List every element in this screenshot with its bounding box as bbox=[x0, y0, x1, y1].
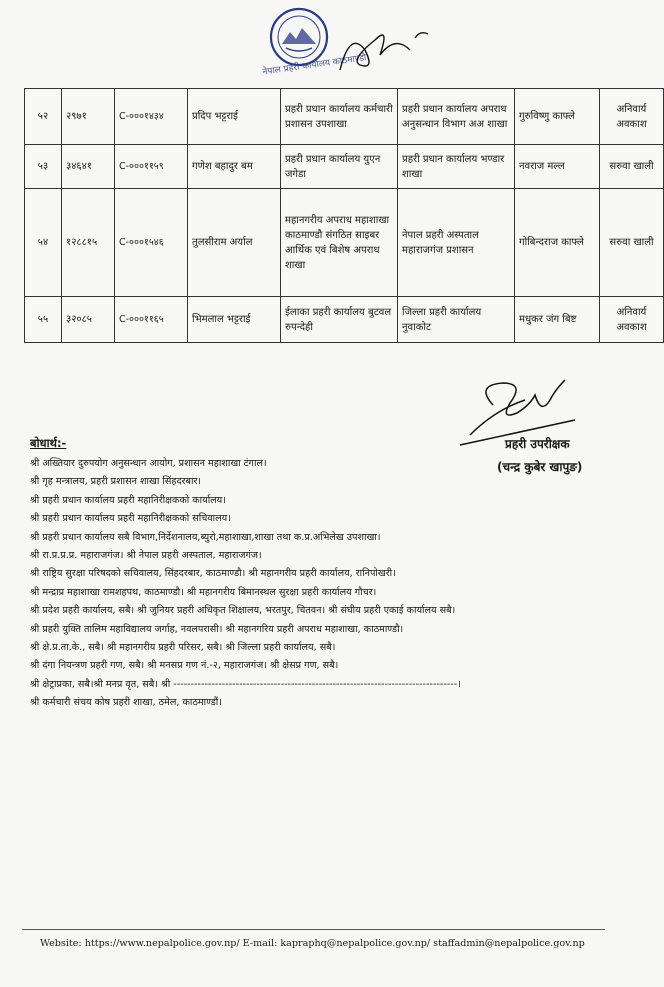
signer-title: प्रहरी उपरीक्षक bbox=[505, 437, 570, 451]
signer-name: (चन्द्र कुबेर खापुङ) bbox=[497, 460, 583, 474]
distribution-item: श्री प्रहरी युक्ति तालिम महाविद्यालय जर्गाह, नवलपरासी। श्री महानगरिय प्रहरी अपराध महाशाखा, काठमाण्डौ। bbox=[30, 623, 404, 635]
new-office-cell: नेपाल प्रहरी अस्पताल महाराजगंज प्रशासन bbox=[398, 189, 515, 297]
distribution-item: श्री प्रहरी प्रधान कार्यालय सबै विभाग,निर्देशनालय,ब्युरो,महाशाखा,शाखा तथा क.प्र.अभिलेख उपशाखा। bbox=[30, 531, 381, 543]
serial-number-cell: ५२ bbox=[25, 89, 62, 145]
employee-name-cell: प्रदिप भट्टराई bbox=[188, 89, 281, 145]
transfer-table bbox=[24, 88, 664, 343]
distribution-item: श्री प्रदेश प्रहरी कार्यालय, सबै। श्री जुनियर प्रहरी अधिकृत शिक्षालय, भरतपुर, चितवन। श्री संघीय प्रहरी एकाई कार्यालय सबै। bbox=[30, 605, 456, 617]
code-number-cell: C-०००११५९ bbox=[115, 145, 188, 189]
current-office-cell: महानगरीय अपराध महाशाखा काठमाण्डौ संगठित साइबर आर्थिक एवं बिशेष अपराध शाखा bbox=[281, 189, 398, 297]
replacement-name-cell: मधुकर जंग बिष्ट bbox=[515, 297, 600, 343]
new-office-cell: जिल्ला प्रहरी कार्यालय नुवाकोट bbox=[398, 297, 515, 343]
serial-number-cell: ५३ bbox=[25, 145, 62, 189]
employee-id-cell: ३२०८५ bbox=[62, 297, 115, 343]
table-row bbox=[25, 145, 664, 189]
serial-number-cell: ५५ bbox=[25, 297, 62, 343]
remark-cell: सरुवा खाली bbox=[600, 145, 664, 189]
distribution-item: श्री प्रहरी प्रधान कार्यालय प्रहरी महानिरीक्षकको कार्यालय। bbox=[30, 494, 226, 506]
serial-number-cell: ५४ bbox=[25, 189, 62, 297]
distribution-list bbox=[30, 455, 630, 713]
table-row bbox=[25, 297, 664, 343]
employee-id-cell: ३४६४१ bbox=[62, 145, 115, 189]
distribution-item: श्री दंगा नियन्त्रण प्रहरी गण, सबै। श्री मनसप्र गण नं.-२, महाराजगंज। श्री क्षेसप्र गण, सबै। bbox=[30, 660, 339, 672]
code-number-cell: C-०००११६५ bbox=[115, 297, 188, 343]
current-office-cell: प्रहरी प्रधान कार्यालय कर्मचारी प्रशासन उपशाखा bbox=[281, 89, 398, 145]
new-office-cell: प्रहरी प्रधान कार्यालय भण्डार शाखा bbox=[398, 145, 515, 189]
initial-signature bbox=[320, 20, 450, 80]
table-row bbox=[25, 189, 664, 297]
distribution-item: श्री क्षे.प्र.ता.के., सबै। श्री महानगरीय प्रहरी परिसर, सबै। श्री जिल्ला प्रहरी कार्यालय, सबै। bbox=[30, 642, 336, 654]
replacement-name-cell: गोबिन्दराज काफ्ले bbox=[515, 189, 600, 297]
code-number-cell: C-०००१५४६ bbox=[115, 189, 188, 297]
distribution-item: श्री रा.प्र.प्र.प्र. महाराजगंज। श्री नेपाल प्रहरी अस्पताल, महाराजगंज। bbox=[30, 550, 262, 562]
remark-cell: अनिवार्य अवकाश bbox=[600, 297, 664, 343]
footer-contact: Website: https://www.nepalpolice.gov.np/ E-mail: kapraphq@nepalpolice.gov.np/ staffadmin@nepalpolice.gov.np bbox=[40, 938, 585, 949]
distribution-item: श्री कर्मचारी संचय कोष प्रहरी शाखा, ठमेल, काठमाण्डौं। bbox=[30, 697, 222, 709]
employee-name-cell: भिमलाल भट्टराई bbox=[188, 297, 281, 343]
distribution-item: श्री गृह मन्त्रालय, प्रहरी प्रशासन शाखा सिंहदरबार। bbox=[30, 476, 202, 488]
current-office-cell: ईलाका प्रहरी कार्यालय बुटवल रुपन्देही bbox=[281, 297, 398, 343]
distribution-item: श्री मन्द्राप्र महाशाखा रामशहपथ, काठमाण्डौ। श्री महानगरीय बिमानस्थल सुरक्षा प्रहरी कार्यालय गौचर। bbox=[30, 586, 377, 598]
table-row bbox=[25, 89, 664, 145]
seal-caption: नेपाल प्रहरी कार्यालय काठमाण्डौ bbox=[261, 53, 367, 78]
current-office-cell: प्रहरी प्रधान कार्यालय युएन जगेडा bbox=[281, 145, 398, 189]
employee-name-cell: तुलसीराम अर्याल bbox=[188, 189, 281, 297]
distribution-heading: बोधार्थ:- bbox=[30, 436, 67, 450]
employee-id-cell: २९७१ bbox=[62, 89, 115, 145]
distribution-item: श्री क्षेट्राप्रका, सबै।श्री मनप्र वृत, सबै। श्री ----------------------------------------------------------------------------------। bbox=[30, 678, 461, 690]
distribution-item: श्री अख्तियार दुरुपयोग अनुसन्धान आयोग, प्रशासन महाशाखा टंगाल। bbox=[30, 458, 267, 469]
code-number-cell: C-०००१४३४ bbox=[115, 89, 188, 145]
remark-cell: सरुवा खाली bbox=[600, 189, 664, 297]
footer-divider bbox=[22, 929, 605, 930]
new-office-cell: प्रहरी प्रधान कार्यालय अपराध अनुसन्धान विभाग अअ शाखा bbox=[398, 89, 515, 145]
distribution-item: श्री राष्ट्रिय सुरक्षा परिषदको सचिवालय, सिंहदरबार, काठमाण्डौ। श्री महानगरीय प्रहरी कार्यालय, रानिपोखरी। bbox=[30, 568, 396, 580]
employee-id-cell: १२८८१५ bbox=[62, 189, 115, 297]
employee-name-cell: गणेश बहादुर बम bbox=[188, 145, 281, 189]
distribution-item: श्री प्रहरी प्रधान कार्यालय प्रहरी महानिरीक्षकको सचिवालय। bbox=[30, 513, 231, 525]
remark-cell: अनिवार्य अवकाश bbox=[600, 89, 664, 145]
replacement-name-cell: गुरुविष्णु काफ्ले bbox=[515, 89, 600, 145]
replacement-name-cell: नवराज मल्ल bbox=[515, 145, 600, 189]
